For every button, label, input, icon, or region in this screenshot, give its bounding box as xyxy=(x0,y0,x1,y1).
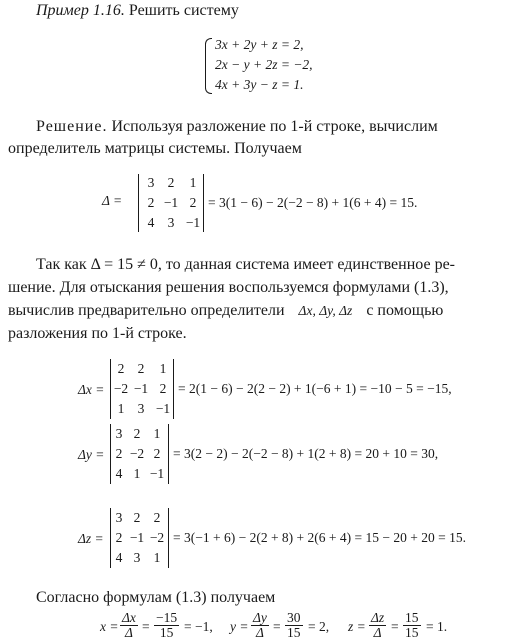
matrix-cell: −2 xyxy=(129,446,145,461)
equals-sign: = xyxy=(273,619,281,634)
solution-x-frac-1 xyxy=(120,611,138,640)
solution-y-var: y = xyxy=(230,619,249,634)
matrix-cell: 1 xyxy=(153,426,161,441)
matrix-cell: −1 xyxy=(133,381,149,396)
frac-denominator: Δ xyxy=(373,625,382,640)
delta-main-expansion: = 3(1 − 6) − 2(−2 − 8) + 1(6 + 4) = 15. xyxy=(208,195,418,210)
frac-numerator: −15 xyxy=(156,610,178,625)
example-heading xyxy=(36,2,239,20)
solution-line-1-text: Используя разложение по 1-й строке, вычислим xyxy=(111,118,438,135)
matrix-cell: 2 xyxy=(117,361,125,376)
matrix-cell: −1 xyxy=(185,215,201,230)
matrix-cell: −1 xyxy=(149,466,165,481)
matrix-cell: 2 xyxy=(133,510,141,525)
matrix-cell: 4 xyxy=(115,550,123,565)
frac-denominator: 15 xyxy=(287,625,301,640)
matrix-cell: 3 xyxy=(167,215,175,230)
solution-y-result: = 2, xyxy=(308,619,330,634)
equation-1: 3x + 2y + z = 2, xyxy=(215,37,304,52)
matrix-cell: 4 xyxy=(115,466,123,481)
para2-line-3-start: вычислив предварительно определители xyxy=(8,302,285,319)
solution-line-2: определитель матрицы системы. Получаем xyxy=(8,140,302,157)
frac-denominator: 15 xyxy=(159,625,174,640)
equation-3: 4x + 3y − z = 1. xyxy=(215,77,304,92)
matrix-cell: 3 xyxy=(115,510,123,525)
frac-numerator: Δy xyxy=(253,610,267,625)
system-brace xyxy=(205,38,212,94)
solution-x-var: x = xyxy=(100,619,119,634)
matrix-cell: −1 xyxy=(155,401,171,416)
solution-y-frac-2 xyxy=(285,611,303,640)
para2-line-3-end: с помощью xyxy=(366,302,444,319)
para2-determinants: Δx, Δy, Δz xyxy=(298,303,353,318)
solution-z-var: z = xyxy=(348,619,366,634)
matrix-cell: 1 xyxy=(189,175,197,190)
matrix-cell: 2 xyxy=(153,510,161,525)
frac-denominator: Δ xyxy=(255,625,264,640)
matrix-cell: 1 xyxy=(117,401,125,416)
solution-z-result: = 1. xyxy=(426,619,448,634)
frac-numerator: 15 xyxy=(405,610,419,625)
matrix-cell: 2 xyxy=(115,446,123,461)
delta-x-label: Δx = xyxy=(78,382,105,397)
matrix-cell: 2 xyxy=(137,361,145,376)
para2-line-2: шение. Для отыскания решения воспользуемся формулами (1.3), xyxy=(8,279,449,296)
solution-lead: Решение. xyxy=(36,118,108,135)
matrix-cell: 2 xyxy=(159,381,167,396)
matrix-cell: 1 xyxy=(159,361,167,376)
solution-z-frac-2 xyxy=(403,611,421,640)
matrix-cell: 3 xyxy=(133,550,141,565)
matrix-cell: 2 xyxy=(167,175,175,190)
matrix-cell: 1 xyxy=(153,550,161,565)
frac-denominator: 15 xyxy=(405,625,419,640)
equals-sign: = xyxy=(142,619,150,634)
matrix-cell: 4 xyxy=(147,215,155,230)
matrix-cell: 3 xyxy=(147,175,155,190)
solution-z-frac-1 xyxy=(369,611,386,640)
matrix-cell: 1 xyxy=(133,466,141,481)
matrix-cell: 3 xyxy=(115,426,123,441)
frac-numerator: Δz xyxy=(371,610,385,625)
matrix-cell: 2 xyxy=(147,195,155,210)
matrix-cell: −1 xyxy=(163,195,179,210)
para2-line-1: Так как Δ = 15 ≠ 0, то данная система имеет единственное ре- xyxy=(36,256,455,273)
matrix-cell: −1 xyxy=(129,530,145,545)
matrix-cell: −2 xyxy=(149,530,165,545)
delta-x-expansion: = 2(1 − 6) − 2(2 − 2) + 1(−6 + 1) = −10 − 5 = −15, xyxy=(178,381,452,396)
matrix-cell: 2 xyxy=(189,195,197,210)
frac-numerator: 30 xyxy=(287,610,301,625)
conclusion-text: Согласно формулам (1.3) получаем xyxy=(36,589,276,606)
equation-2: 2x − y + 2z = −2, xyxy=(215,57,313,72)
delta-z-label: Δz = xyxy=(78,531,104,546)
frac-numerator: Δx xyxy=(122,610,136,625)
example-label: Пример 1.16. xyxy=(36,2,125,19)
delta-y-label: Δy = xyxy=(78,447,105,462)
para2-line-4: разложения по 1-й строке. xyxy=(8,325,187,342)
matrix-cell: 2 xyxy=(153,446,161,461)
para2-line-3 xyxy=(8,302,443,320)
matrix-cell: 3 xyxy=(137,401,145,416)
solution-x-result: = −1, xyxy=(184,619,213,634)
matrix-cell: −2 xyxy=(113,381,129,396)
equals-sign: = xyxy=(391,619,399,634)
delta-main-label: Δ = xyxy=(102,193,123,208)
delta-y-expansion: = 3(2 − 2) − 2(−2 − 8) + 1(2 + 8) = 20 + 10 = 30, xyxy=(173,446,439,461)
solution-y-frac-1 xyxy=(251,611,269,640)
solution-line-1 xyxy=(36,118,438,136)
matrix-cell: 2 xyxy=(133,426,141,441)
delta-z-expansion: = 3(−1 + 6) − 2(2 + 8) + 2(6 + 4) = 15 − 20 + 20 = 15. xyxy=(173,530,466,545)
example-task: Решить систему xyxy=(128,2,239,19)
frac-denominator: Δ xyxy=(124,625,133,640)
solution-x-frac-2 xyxy=(154,611,179,640)
matrix-cell: 2 xyxy=(115,530,123,545)
